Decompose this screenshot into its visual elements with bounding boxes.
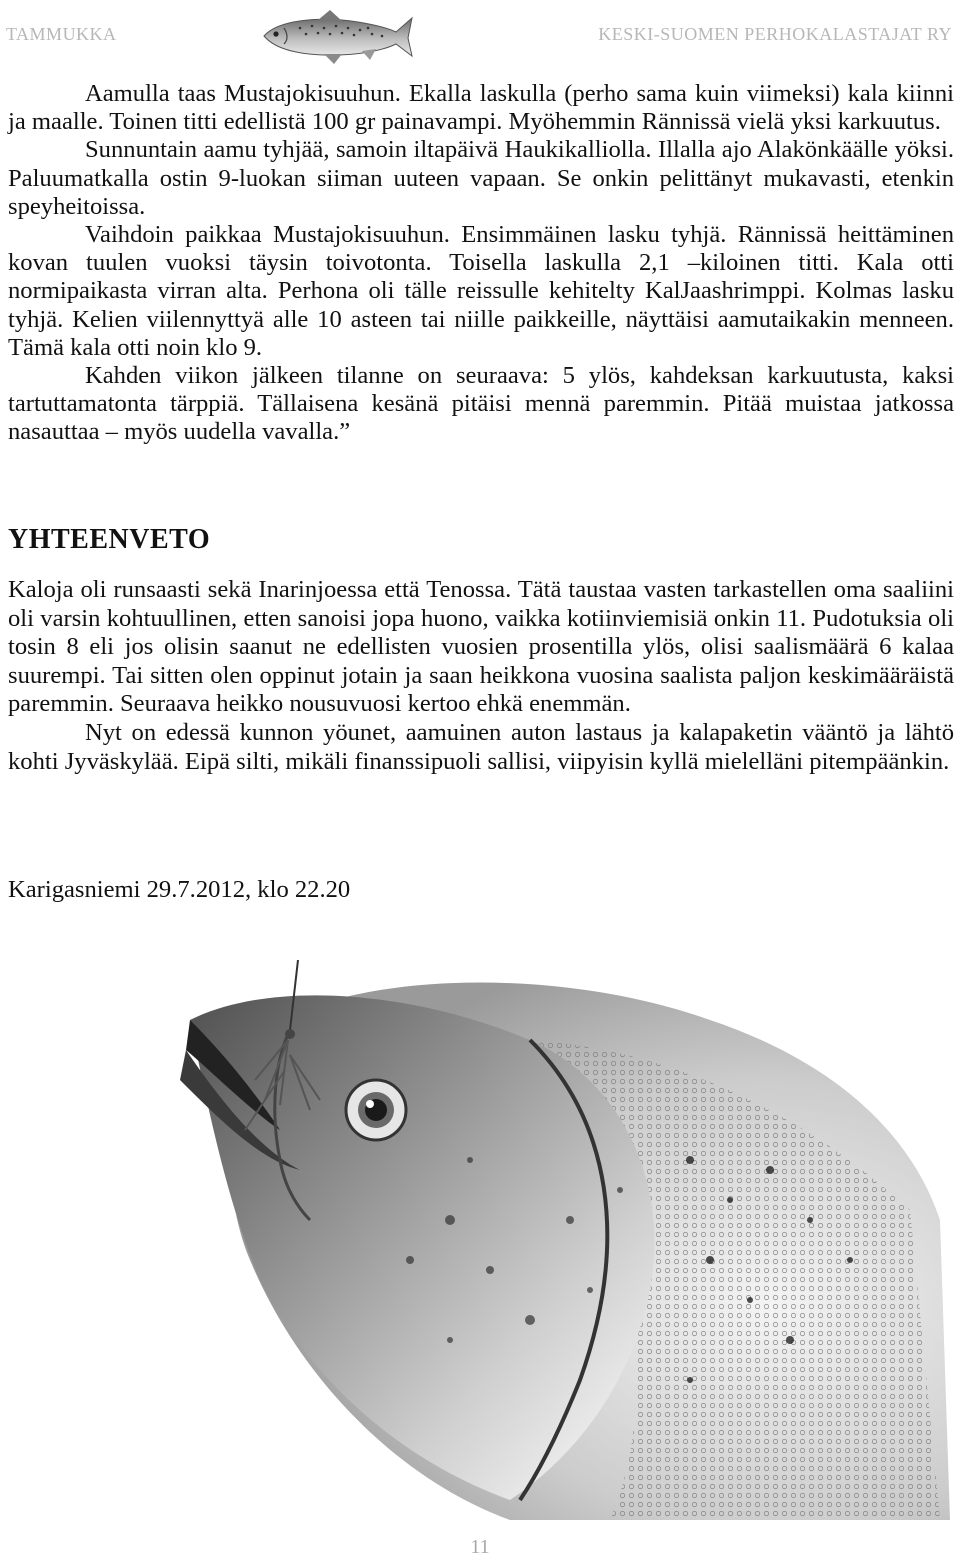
body-paragraph: Vaihdoin paikkaa Mustajokisuuhun. Ensimmäinen lasku tyhjä. Rännissä heittäminen kovan tuulen vuoksi täysin toivotonta. Toisella laskulla 2,1 –kiloinen titti. Kala otti normipaikasta virran alta. Perhona oli tälle reissulle kehitelty KalJaashrimppi. Kolmas lasku tyhjä. Kelien viilennyttyä alle 10 asteen tai niille paikkeille, näyttäisi aamutaikakin menneen. Tämä kala otti noin klo 9.: [8, 221, 954, 361]
body-paragraph: Sunnuntain aamu tyhjää, samoin iltapäivä Haukikalliolla. Illalla ajo Alakönkäälle yöksi. Paluumatkalla ostin 9-luokan siiman uuteen vapaan. Se onkin pelittänyt mukavasti, etenkin speyheitoissa.: [8, 136, 954, 220]
trout-icon: [258, 6, 414, 68]
summary-body: [8, 576, 954, 776]
section-heading: YHTEENVETO: [8, 524, 211, 555]
article-body: [8, 80, 954, 447]
summary-paragraph: Kaloja oli runsaasti sekä Inarinjoessa että Tenossa. Tätä taustaa vasten tarkastellen oma saaliini oli varsin kohtuullinen, etten sanoisi jopa huono, vaikka kotiinviemisiä onkin 11. Pudotuksia oli tosin 8 eli jos olisin saanut ne edellisten vuosien prosentilla ylös, olisi saalismäärä 6 kalaa suurempi. Tai sitten olen oppinut jotain ja saan heikkona vuosina saalista paljon keskimääräistä paremmin. Seuraava heikko nousuvuosi kertoo ehkä enemmän.: [8, 576, 954, 718]
header-club-name: KESKI-SUOMEN PERHOKALASTAJAT RY: [598, 24, 952, 44]
page-number: 11: [470, 1536, 490, 1558]
body-paragraph: Kahden viikon jälkeen tilanne on seuraava: 5 ylös, kahdeksan karkuutusta, kaksi tartuttamatonta tärppiä. Tällaisena kesänä pitäisi mennä paremmin. Pitää muistaa jatkossa nasauttaa – myös uudella vavalla.”: [8, 362, 954, 446]
salmon-head-with-fly-icon: [150, 960, 950, 1520]
summary-paragraph: Nyt on edessä kunnon yöunet, aamuinen auton lastaus ja kalapaketin vääntö ja lähtö kohti Jyväskylää. Eipä silti, mikäli finanssipuoli sallisi, viipyisin kyllä mielelläni pitempäänkin.: [8, 718, 954, 775]
body-paragraph: Aamulla taas Mustajokisuuhun. Ekalla laskulla (perho sama kuin viimeksi) kala kiinni ja maalle. Toinen titti edellistä 100 gr painavampi. Myöhemmin Rännissä vielä yksi karkuutus.: [8, 80, 954, 136]
signoff-place-date: Karigasniemi 29.7.2012, klo 22.20: [8, 876, 351, 903]
header-magazine-title: TAMMUKKA: [6, 24, 117, 44]
